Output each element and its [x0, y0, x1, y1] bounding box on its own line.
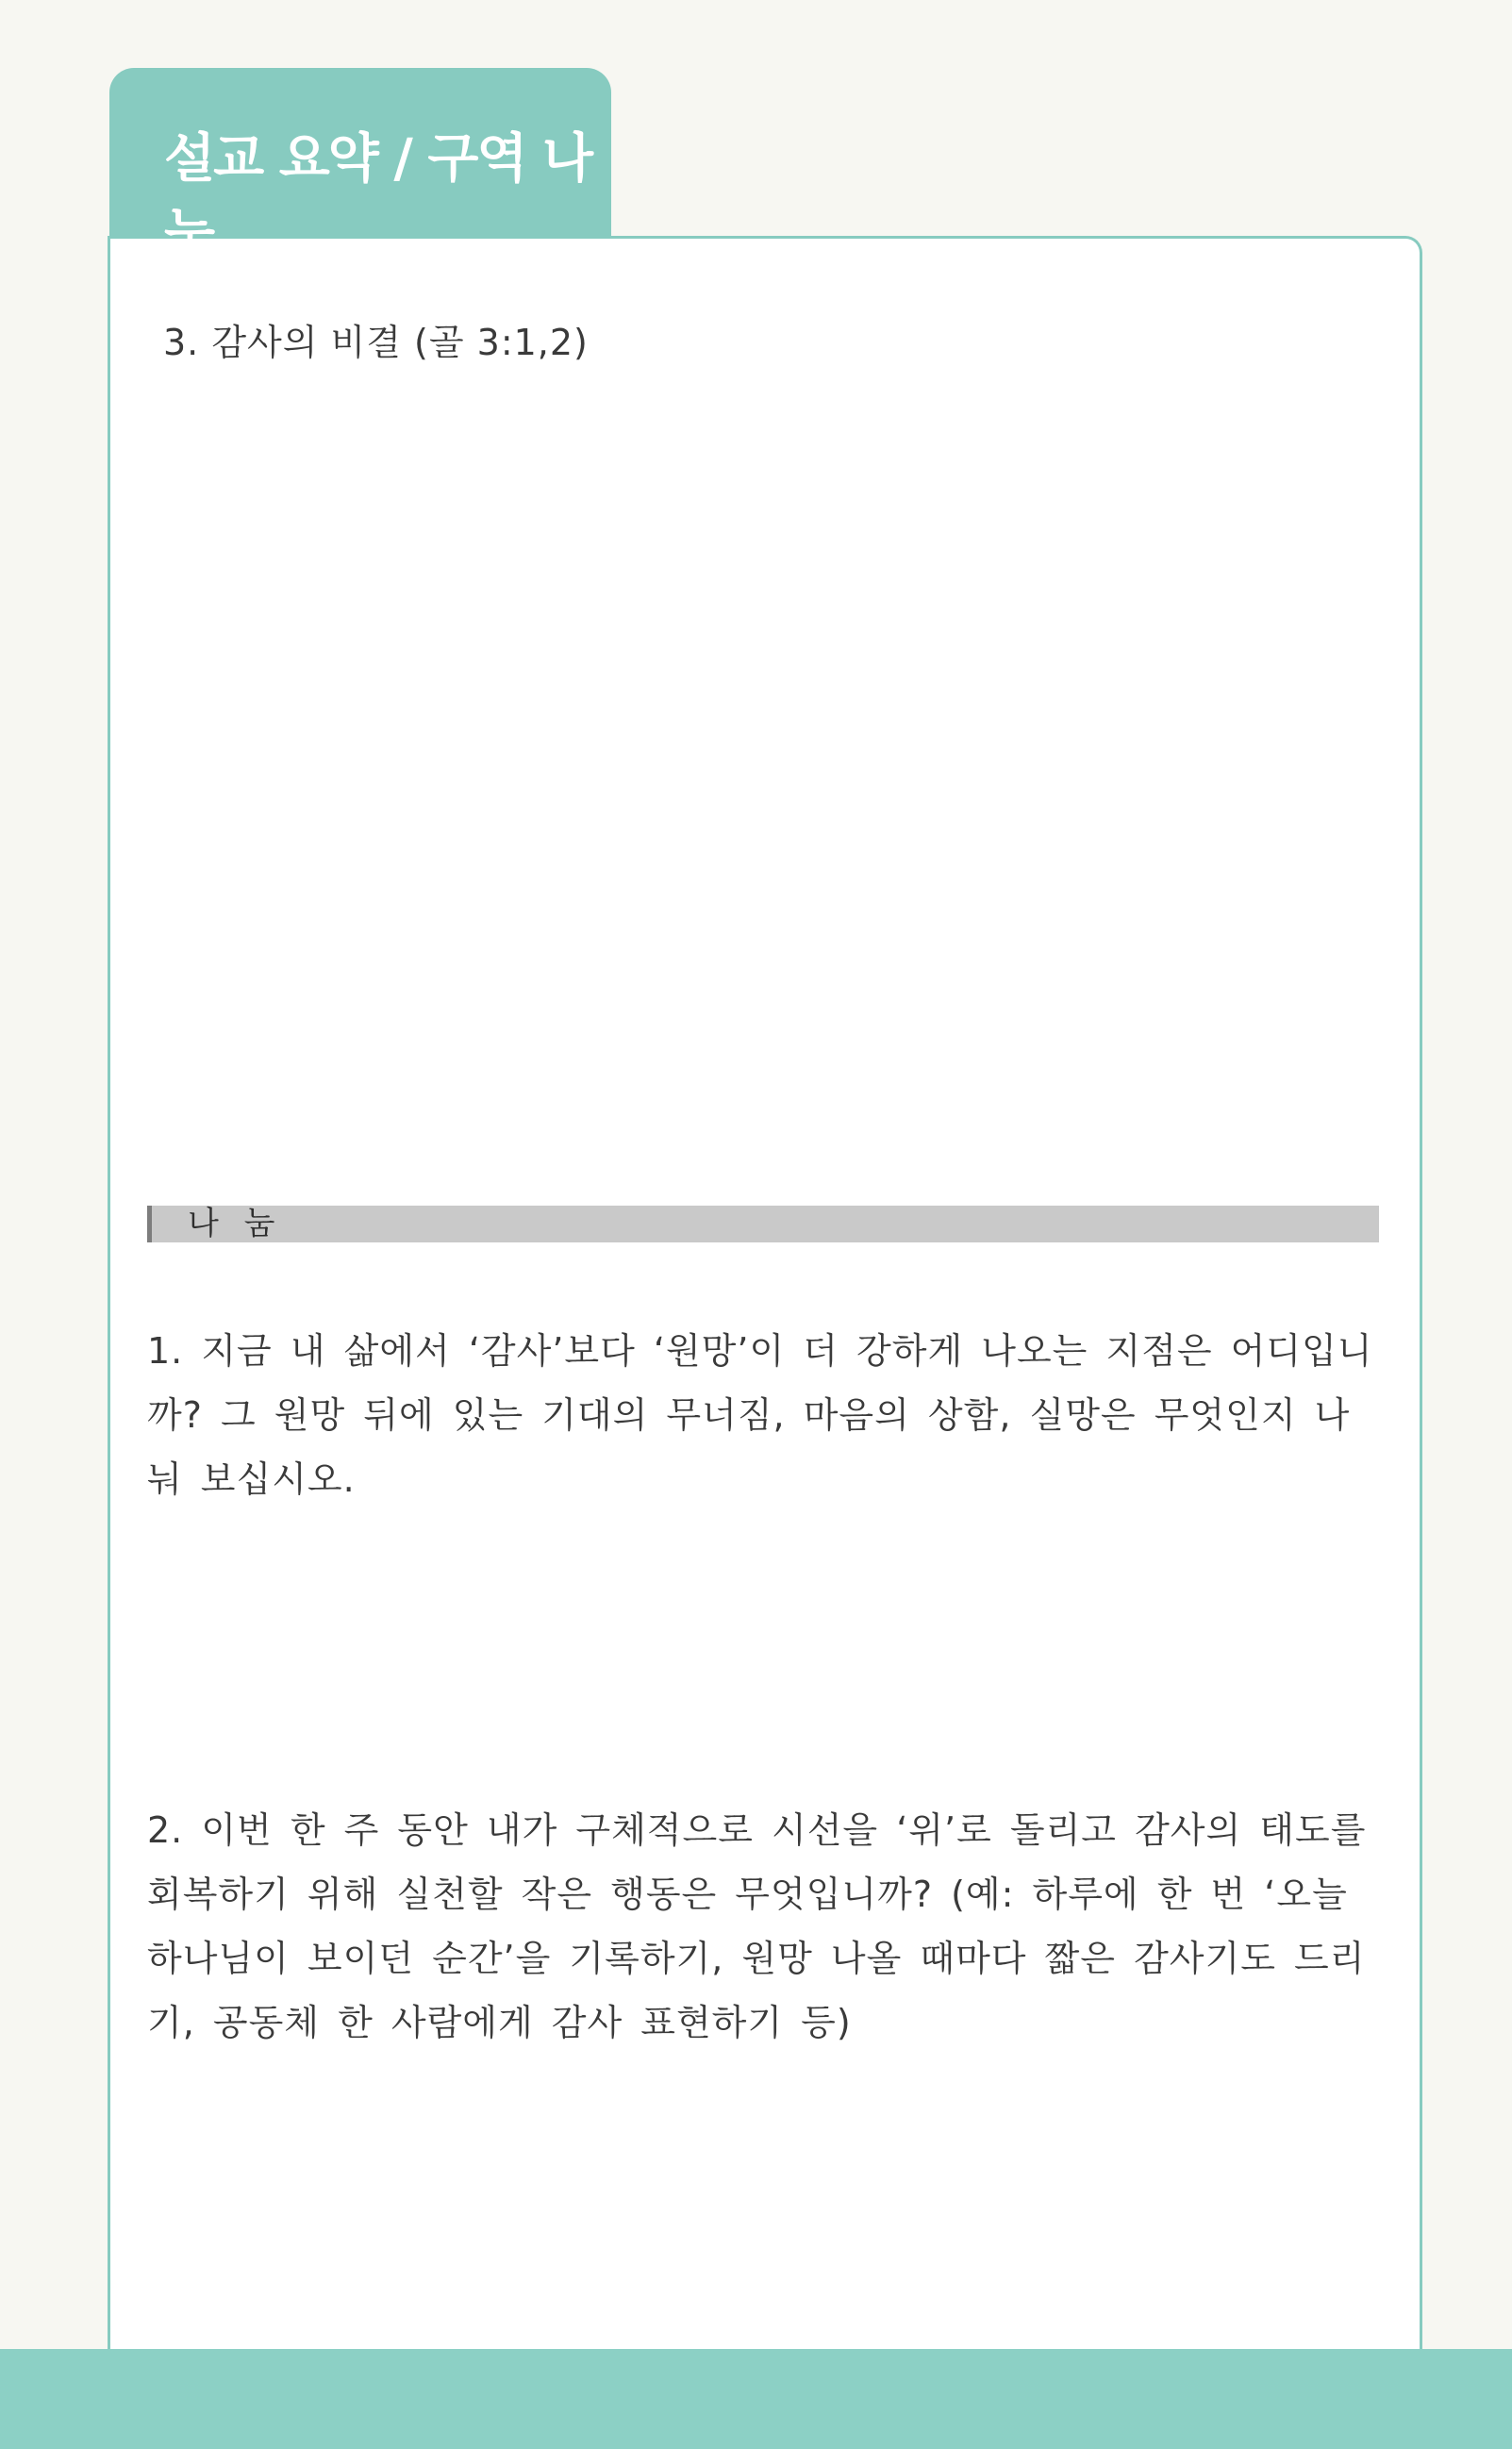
- sharing-section-bar: [147, 1206, 1379, 1242]
- sharing-question-1: 1. 지금 내 삶에서 ‘감사’보다 ‘원망’이 더 강하게 나오는 지점은 어디입니까? 그 원망 뒤에 있는 기대의 무너짐, 마음의 상함, 실망은 무엇인지 나눠 보십시오.: [147, 1330, 1373, 1500]
- sharing-question-2: 2. 이번 한 주 동안 내가 구체적으로 시선을 ‘위’로 돌리고 감사의 태도를 회복하기 위해 실천할 작은 행동은 무엇입니까? (예: 하루에 한 번 ‘오늘 하나님이 보이던 순간’을 기록하기, 원망 나올 때마다 짧은 감사기도 드리기, 공동체 한 사람에게 감사 표현하기 등): [147, 1809, 1367, 2043]
- footer-band: [0, 2349, 1512, 2449]
- section-title: 설교 요약 / 구역 나눔: [164, 128, 592, 265]
- section-title-tab: [109, 68, 611, 265]
- sermon-point-heading: 3. 감사의 비결 (골 3:1,2): [163, 322, 589, 363]
- sharing-section-label: 나 눔: [188, 1205, 283, 1242]
